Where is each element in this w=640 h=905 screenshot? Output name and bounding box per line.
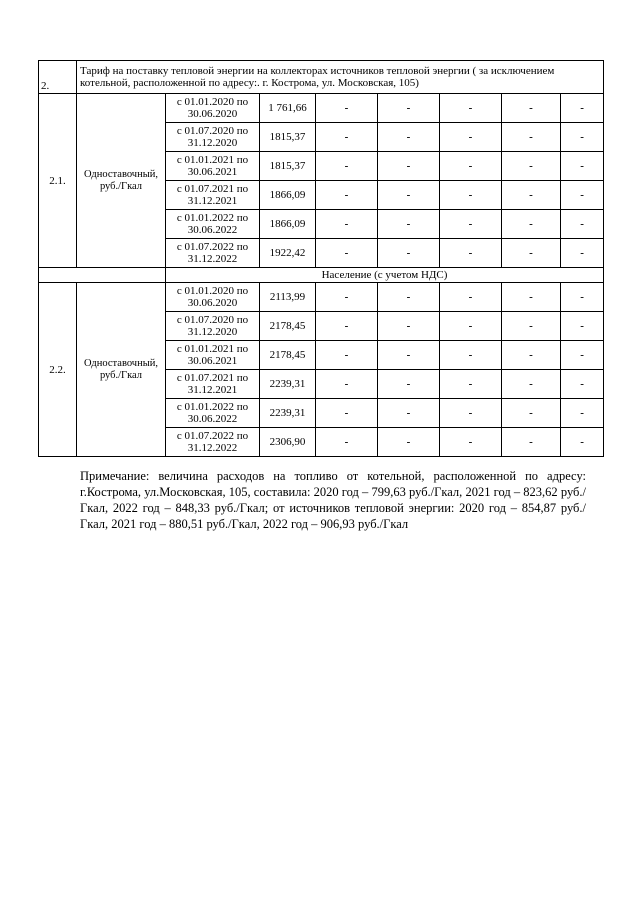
tariff-value: 2306,90 <box>260 428 316 457</box>
empty-dash-cell: - <box>378 312 440 341</box>
tariff-row <box>39 283 604 312</box>
tariff-value: 1866,09 <box>260 210 316 239</box>
empty-dash-cell: - <box>561 312 604 341</box>
tariff-value: 2239,31 <box>260 399 316 428</box>
empty-dash-cell: - <box>440 312 502 341</box>
empty-dash-cell: - <box>440 123 502 152</box>
period-cell: с 01.01.2022 по 30.06.2022 <box>166 210 260 239</box>
tariff-value: 1815,37 <box>260 123 316 152</box>
section-number: 2. <box>39 61 77 94</box>
empty-dash-cell: - <box>561 341 604 370</box>
empty-dash-cell: - <box>378 341 440 370</box>
empty-dash-cell: - <box>440 399 502 428</box>
empty-dash-cell: - <box>502 370 561 399</box>
empty-dash-cell: - <box>378 283 440 312</box>
empty-dash-cell: - <box>316 312 378 341</box>
empty-dash-cell: - <box>502 428 561 457</box>
tariff-row <box>39 94 604 123</box>
empty-dash-cell: - <box>316 283 378 312</box>
empty-dash-cell: - <box>316 181 378 210</box>
empty-dash-cell: - <box>561 210 604 239</box>
period-cell: с 01.07.2020 по 31.12.2020 <box>166 312 260 341</box>
period-cell: с 01.01.2021 по 30.06.2021 <box>166 341 260 370</box>
population-header-row <box>39 268 604 283</box>
period-cell: с 01.07.2020 по 31.12.2020 <box>166 123 260 152</box>
tariff-value: 2178,45 <box>260 312 316 341</box>
empty-dash-cell: - <box>378 399 440 428</box>
empty-dash-cell: - <box>561 123 604 152</box>
tariff-value: 1922,42 <box>260 239 316 268</box>
period-cell: с 01.07.2022 по 31.12.2022 <box>166 428 260 457</box>
empty-dash-cell: - <box>316 210 378 239</box>
empty-dash-cell: - <box>561 428 604 457</box>
empty-dash-cell: - <box>316 239 378 268</box>
group-number: 2.1. <box>39 94 77 268</box>
tariff-value: 2178,45 <box>260 341 316 370</box>
empty-dash-cell: - <box>316 370 378 399</box>
population-spacer <box>39 268 166 283</box>
empty-dash-cell: - <box>440 283 502 312</box>
tariff-value: 2113,99 <box>260 283 316 312</box>
empty-dash-cell: - <box>440 181 502 210</box>
period-cell: с 01.07.2022 по 31.12.2022 <box>166 239 260 268</box>
empty-dash-cell: - <box>561 94 604 123</box>
section-title: Тариф на поставку тепловой энергии на коллекторах источников тепловой энергии ( за исключением котельной, расположенной по адресу:. г. Кострома, ул. Московская, 105) <box>77 61 604 94</box>
empty-dash-cell: - <box>502 152 561 181</box>
empty-dash-cell: - <box>502 399 561 428</box>
empty-dash-cell: - <box>378 239 440 268</box>
group-number: 2.2. <box>39 283 77 457</box>
empty-dash-cell: - <box>378 370 440 399</box>
empty-dash-cell: - <box>316 428 378 457</box>
empty-dash-cell: - <box>440 239 502 268</box>
empty-dash-cell: - <box>561 152 604 181</box>
empty-dash-cell: - <box>502 283 561 312</box>
period-cell: с 01.07.2021 по 31.12.2021 <box>166 181 260 210</box>
section-header-row <box>39 61 604 94</box>
population-header: Население (с учетом НДС) <box>166 268 604 283</box>
empty-dash-cell: - <box>440 370 502 399</box>
period-cell: с 01.07.2021 по 31.12.2021 <box>166 370 260 399</box>
period-cell: с 01.01.2020 по 30.06.2020 <box>166 283 260 312</box>
empty-dash-cell: - <box>440 94 502 123</box>
empty-dash-cell: - <box>440 210 502 239</box>
empty-dash-cell: - <box>378 181 440 210</box>
empty-dash-cell: - <box>561 399 604 428</box>
tariff-kind: Одноставочный, руб./Гкал <box>77 283 166 457</box>
empty-dash-cell: - <box>502 210 561 239</box>
empty-dash-cell: - <box>561 370 604 399</box>
period-cell: с 01.01.2021 по 30.06.2021 <box>166 152 260 181</box>
empty-dash-cell: - <box>316 341 378 370</box>
period-cell: с 01.01.2022 по 30.06.2022 <box>166 399 260 428</box>
footnote: Примечание: величина расходов на топливо от котельной, расположенной по адресу: г.Кострома, ул.Московская, 105, составила: 2020 год – 799,63 руб./Гкал, 2021 год – 823,62 руб./Гкал, 2022 год – 848,33 руб./Гкал; от источников тепловой энергии: 2020 год – 854,87 руб./Гкал, 2021 год – 880,51 руб./Гкал, 2022 год – 906,93 руб./Гкал <box>80 469 586 531</box>
empty-dash-cell: - <box>502 239 561 268</box>
empty-dash-cell: - <box>378 210 440 239</box>
empty-dash-cell: - <box>502 312 561 341</box>
empty-dash-cell: - <box>561 239 604 268</box>
empty-dash-cell: - <box>378 123 440 152</box>
tariff-value: 1 761,66 <box>260 94 316 123</box>
empty-dash-cell: - <box>561 181 604 210</box>
tariff-kind: Одноставочный, руб./Гкал <box>77 94 166 268</box>
empty-dash-cell: - <box>502 181 561 210</box>
empty-dash-cell: - <box>316 152 378 181</box>
empty-dash-cell: - <box>316 123 378 152</box>
period-cell: с 01.01.2020 по 30.06.2020 <box>166 94 260 123</box>
empty-dash-cell: - <box>316 399 378 428</box>
empty-dash-cell: - <box>440 341 502 370</box>
empty-dash-cell: - <box>378 428 440 457</box>
empty-dash-cell: - <box>502 123 561 152</box>
empty-dash-cell: - <box>316 94 378 123</box>
empty-dash-cell: - <box>440 428 502 457</box>
tariff-value: 2239,31 <box>260 370 316 399</box>
empty-dash-cell: - <box>440 152 502 181</box>
empty-dash-cell: - <box>561 283 604 312</box>
tariff-table-body <box>39 61 604 457</box>
tariff-value: 1866,09 <box>260 181 316 210</box>
tariff-table <box>38 60 604 457</box>
empty-dash-cell: - <box>502 94 561 123</box>
empty-dash-cell: - <box>378 94 440 123</box>
empty-dash-cell: - <box>378 152 440 181</box>
empty-dash-cell: - <box>502 341 561 370</box>
tariff-value: 1815,37 <box>260 152 316 181</box>
